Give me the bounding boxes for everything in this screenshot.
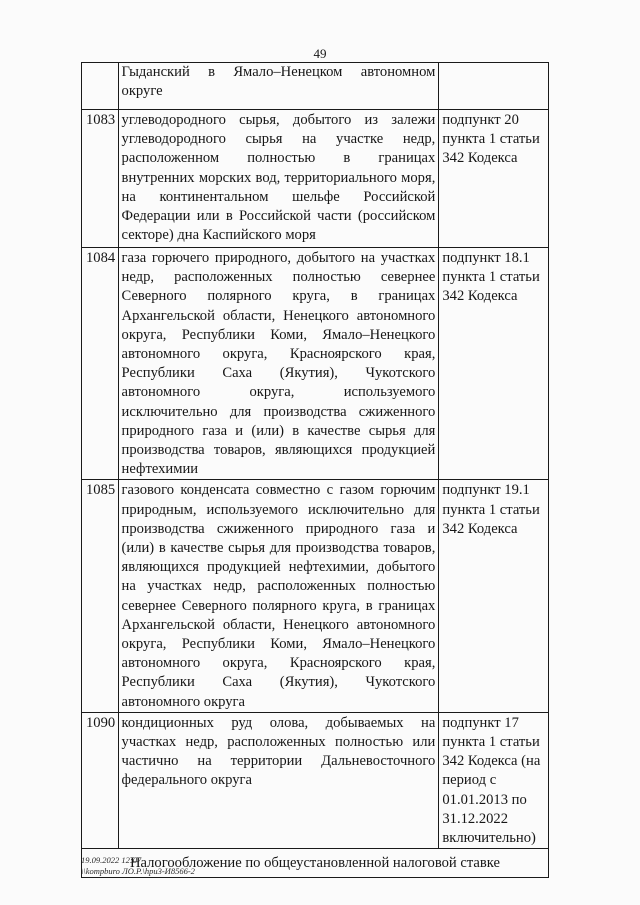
row-description: газа горючего природного, добытого на участках недр, расположенных полностью севернее Северного полярного круга, в границах Архангельской области, Ненецкого автономного округа, Республики Коми, Ямало–Ненецкого автономного округа, Красноярского края, Республики Саха (Якутия), Чукотского автономного округа, используемого исключительно для производства сжиженного природного газа и (или) в качестве сырья для производства товаров, являющихся продукцией нефтехимии	[118, 248, 439, 480]
row-description: углеводородного сырья, добытого из залежи углеводородного сырья на участке недр, расположенном полностью в границах внутренних морских вод, территориального моря, на континентальном шельфе Российской Федерации или в Российской части (российском секторе) дна Каспийского моря	[118, 110, 439, 248]
tax-rate-table	[81, 62, 549, 878]
row-description: Гыданский в Ямало–Ненецком автономном округе	[118, 63, 439, 110]
row-description: газового конденсата совместно с газом горючим природным, используемого исключительно для производства сжиженного природного газа и (или) в качестве сырья для производства товаров, являющихся продукцией нефтехимии, добытого на участках недр, расположенных полностью севернее Северного полярного круга, в границах Архангельской области, Ненецкого автономного округа, Республики Коми, Ямало–Ненецкого автономного округа, Красноярского края, Республики Саха (Якутия), Чукотского автономного округа	[118, 480, 439, 712]
table-row	[82, 63, 549, 110]
table-row	[82, 248, 549, 480]
row-description: кондиционных руд олова, добываемых на участках недр, расположенных полностью или частично на территории Дальневосточного федерального округа	[118, 712, 439, 848]
document-footer	[81, 855, 195, 877]
row-basis: подпункт 18.1 пункта 1 статьи 342 Кодекса	[439, 248, 549, 480]
row-number: 1084	[82, 248, 119, 480]
footer-doc-ref: \\kompburo ЛО.Р.\hpu3-И8566-2	[81, 866, 195, 876]
row-basis: подпункт 19.1 пункта 1 статьи 342 Кодекса	[439, 480, 549, 712]
page-number: 49	[313, 46, 327, 61]
row-number	[82, 63, 119, 110]
row-basis: подпункт 17 пункта 1 статьи 342 Кодекса (на период с 01.01.2013 по 31.12.2022 включительно)	[439, 712, 549, 848]
table-row	[82, 712, 549, 848]
row-number: 1090	[82, 712, 119, 848]
footer-timestamp: 19.09.2022 12:07	[81, 855, 142, 865]
row-basis	[439, 63, 549, 110]
table-row	[82, 110, 549, 248]
section-heading: Налогообложение по общеустановленной налоговой ставке	[82, 849, 549, 878]
row-basis: подпункт 20 пункта 1 статьи 342 Кодекса	[439, 110, 549, 248]
row-number: 1085	[82, 480, 119, 712]
table-row	[82, 480, 549, 712]
row-number: 1083	[82, 110, 119, 248]
